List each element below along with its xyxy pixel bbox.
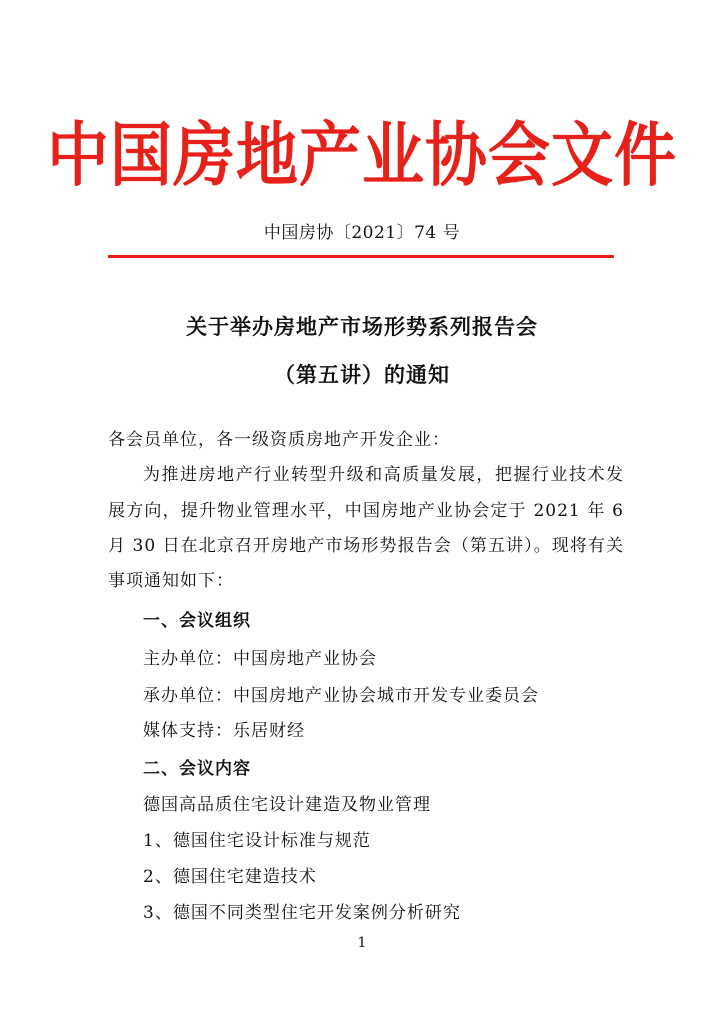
section-2-item-2: 2、德国住宅建造技术 (143, 867, 317, 887)
red-divider-rule (108, 255, 614, 258)
section-1-item-host: 承办单位：中国房地产业协会城市开发专业委员会 (143, 686, 539, 706)
masthead-title: 中国房地产业协会文件 (46, 114, 677, 196)
section-2-topic: 德国高品质住宅设计建造及物业管理 (143, 795, 431, 815)
page-number: 1 (357, 935, 367, 951)
intro-line-4: 事项通知如下： (108, 571, 234, 591)
intro-line-3: 月 30 日在北京召开房地产市场形势报告会（第五讲）。现将有关 (108, 536, 624, 556)
section-1-item-organizer: 主办单位：中国房地产业协会 (143, 649, 377, 669)
salutation: 各会员单位，各一级资质房地产开发企业： (108, 430, 450, 450)
section-1-item-media: 媒体支持：乐居财经 (143, 721, 305, 741)
document-number: 中国房协〔2021〕74 号 (263, 223, 461, 243)
section-2-item-1: 1、德国住宅设计标准与规范 (143, 831, 371, 851)
intro-line-2: 展方向，提升物业管理水平，中国房地产业协会定于 2021 年 6 (108, 501, 624, 521)
section-1-heading: 一、会议组织 (143, 611, 251, 631)
section-2-item-3: 3、德国不同类型住宅开发案例分析研究 (143, 903, 461, 923)
section-2-heading: 二、会议内容 (143, 759, 251, 779)
notice-title-line-2: （第五讲）的通知 (274, 362, 450, 387)
notice-title-line-1: 关于举办房地产市场形势系列报告会 (186, 314, 538, 339)
intro-line-1: 为推进房地产行业转型升级和高质量发展，把握行业技术发 (143, 465, 624, 485)
